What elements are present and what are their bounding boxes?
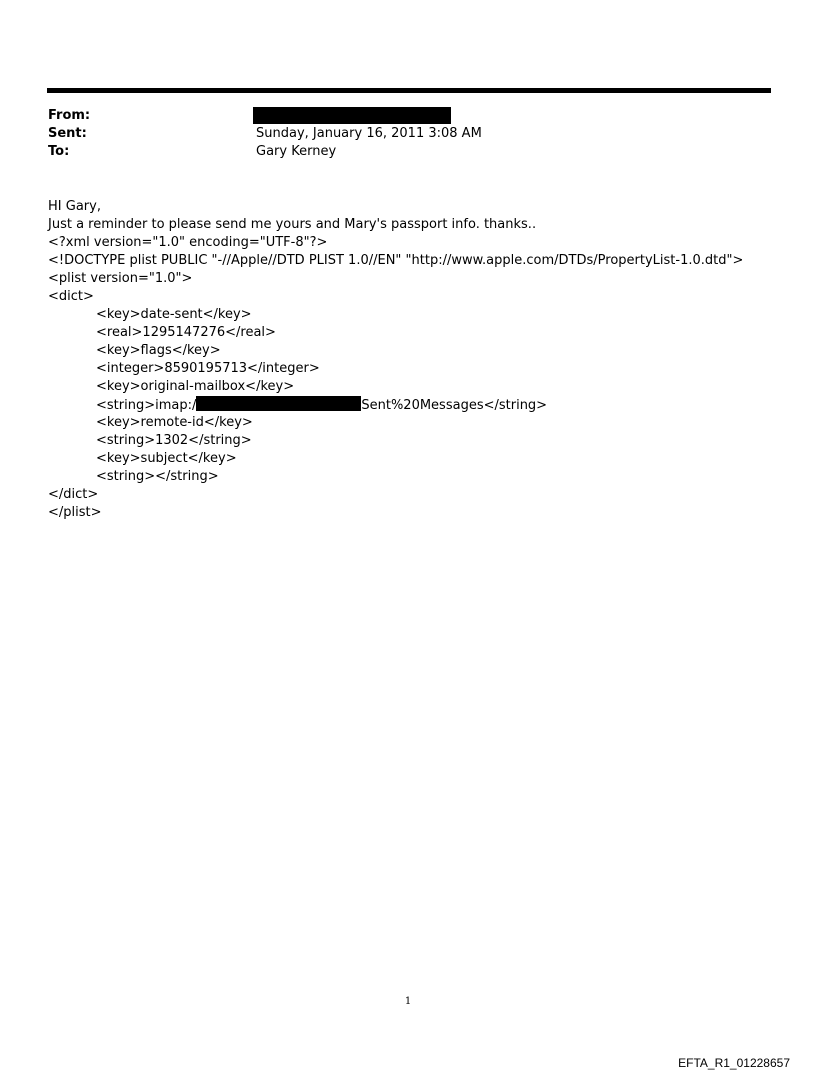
string-remote-id: <string>1302</string> — [96, 433, 252, 448]
sent-row — [48, 125, 748, 143]
to-label: To: — [48, 144, 70, 159]
to-value: Gary Kerney — [256, 144, 337, 159]
integer-value: <integer>8590195713</integer> — [96, 361, 320, 376]
header-divider — [47, 88, 771, 93]
key-original-mailbox: <key>original-mailbox</key> — [96, 379, 295, 394]
key-subject: <key>subject</key> — [96, 451, 237, 466]
doctype-line: <!DOCTYPE plist PUBLIC "-//Apple//DTD PLIST 1.0//EN" "http://www.apple.com/DTDs/PropertyList-1.0.dtd"> — [48, 253, 744, 268]
key-remote-id: <key>remote-id</key> — [96, 415, 253, 430]
document-id: EFTA_R1_01228657 — [678, 1056, 790, 1070]
greeting: HI Gary, — [48, 199, 101, 214]
from-label: From: — [48, 108, 91, 123]
message-text: Just a reminder to please send me yours and Mary's passport info. thanks.. — [48, 217, 537, 232]
real-value: <real>1295147276</real> — [96, 325, 276, 340]
string-subject: <string></string> — [96, 469, 219, 484]
sent-value: Sunday, January 16, 2011 3:08 AM — [256, 126, 482, 141]
key-flags: <key>flags</key> — [96, 343, 221, 358]
from-row — [48, 107, 748, 125]
email-body — [48, 198, 788, 522]
string-imap-prefix: <string>imap:/ — [96, 398, 197, 413]
key-date-sent: <key>date-sent</key> — [96, 307, 252, 322]
string-imap-line — [48, 396, 788, 414]
plist-close: </plist> — [48, 505, 102, 520]
page-number: 1 — [404, 996, 412, 1007]
dict-close: </dict> — [48, 487, 99, 502]
string-imap-suffix: Sent%20Messages</string> — [361, 398, 548, 413]
xml-declaration: <?xml version="1.0" encoding="UTF-8"?> — [48, 235, 328, 250]
dict-open: <dict> — [48, 289, 94, 304]
to-row — [48, 143, 748, 161]
sent-label: Sent: — [48, 126, 87, 141]
from-redaction — [253, 107, 451, 124]
plist-open: <plist version="1.0"> — [48, 271, 193, 286]
mailbox-redaction — [196, 396, 361, 411]
